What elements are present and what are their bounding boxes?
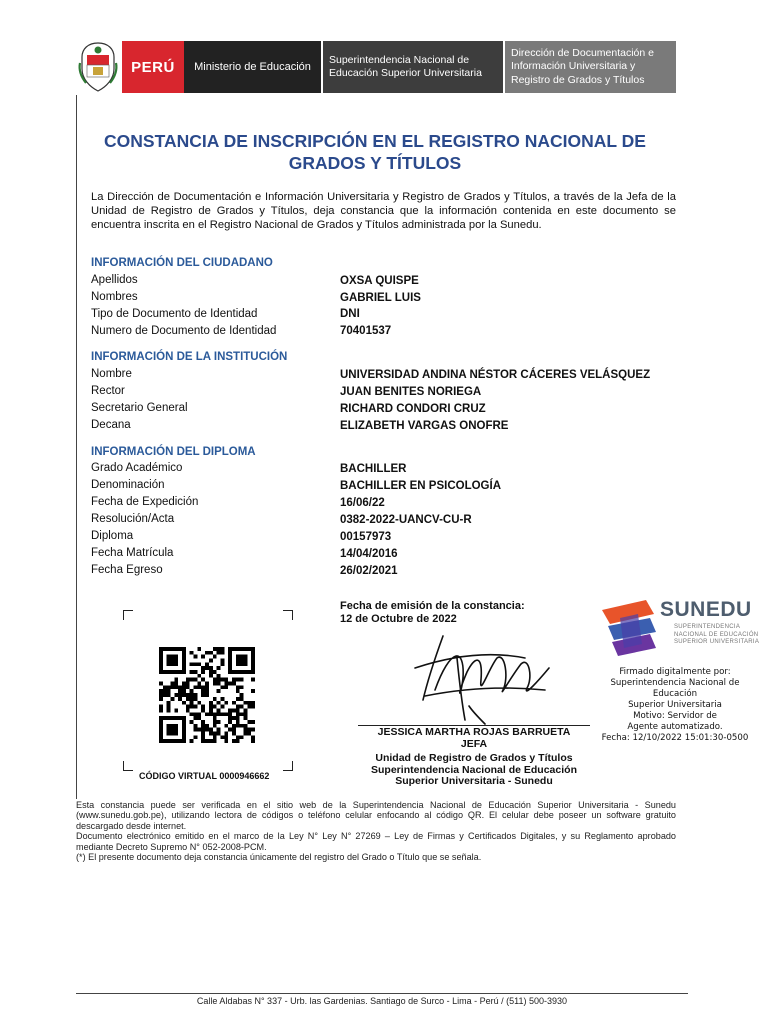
handwritten-signature <box>405 628 555 728</box>
digital-signature-line: Superintendencia Nacional de Educación <box>610 678 740 699</box>
field-value: ELIZABETH VARGAS ONOFRE <box>340 420 509 432</box>
field-label: Nombre <box>91 368 132 380</box>
field-label: Secretario General <box>91 402 188 414</box>
sunedu-subtitle-line: NACIONAL DE EDUCACIÓN <box>674 631 759 638</box>
field-label: Fecha de Expedición <box>91 496 199 508</box>
document-title: CONSTANCIA DE INSCRIPCIÓN EN EL REGISTRO NACIONAL DE GRADOS Y TÍTULOS <box>104 131 646 173</box>
footer-notes <box>76 800 676 862</box>
signer-org-line: Superior Universitaria - Sunedu <box>395 775 553 787</box>
left-margin-line <box>76 95 77 799</box>
qr-frame-corner <box>283 761 293 771</box>
footer-divider <box>76 993 688 994</box>
field-label: Decana <box>91 419 131 431</box>
peru-coat-of-arms-icon <box>76 41 120 93</box>
footer-legal-note: Documento electrónico emitido en el marco de la Ley N° Ley N° 27269 – Ley de Firmas y Certificados Digitales, y su Reglamento aprobado mediante Decreto Supremo N° 052-2008-PCM. <box>76 831 676 852</box>
field-value: BACHILLER EN PSICOLOGÍA <box>340 480 502 492</box>
qr-code-icon[interactable] <box>159 647 255 743</box>
section-heading-ciudadano: INFORMACIÓN DEL CIUDADANO <box>91 257 273 269</box>
signer-role: JEFA <box>460 737 488 750</box>
digital-signature-line: Fecha: 12/10/2022 15:01:30-0500 <box>601 733 749 743</box>
digital-signature-line: Motivo: Servidor de <box>633 711 717 721</box>
field-value: 00157973 <box>340 531 392 543</box>
field-value: UNIVERSIDAD ANDINA NÉSTOR CÁCERES VELÁSQUEZ <box>340 369 651 381</box>
field-label: Tipo de Documento de Identidad <box>91 308 258 320</box>
field-label: Rector <box>91 385 125 397</box>
digital-signature-block <box>592 667 758 744</box>
digital-signature-line: Agente automatizado. <box>627 722 723 732</box>
qr-frame-corner <box>283 610 293 620</box>
field-value: 26/02/2021 <box>340 565 398 577</box>
field-label: Nombres <box>91 291 138 303</box>
field-value: RICHARD CONDORI CRUZ <box>340 403 486 415</box>
field-label: Numero de Documento de Identidad <box>91 325 277 337</box>
field-label: Denominación <box>91 479 165 491</box>
field-label: Apellidos <box>91 274 138 286</box>
intro-paragraph: La Dirección de Documentación e Información Universitaria y Registro de Grados y Títulos, a través de la Jefa de la Unidad de Registro de Grados y Títulos, deja constancia que la información contenida en este documento se encuentra inscrita en el Registro Nacional de Grados y Títulos administrada por la Sunedu. <box>91 191 676 231</box>
signer-name-text: JESSICA MARTHA ROJAS BARRUETA <box>377 726 571 738</box>
field-value: 70401537 <box>340 325 392 337</box>
field-value: GABRIEL LUIS <box>340 292 421 304</box>
qr-frame-corner <box>123 761 133 771</box>
field-value: DNI <box>340 308 360 320</box>
field-value: 14/04/2016 <box>340 548 398 560</box>
field-value: 0382-2022-UANCV-CU-R <box>340 514 472 526</box>
digital-signature-line: Firmado digitalmente por: <box>619 667 731 677</box>
footer-disclaimer: (*) El presente documento deja constancia únicamente del registro del Grado o Título que se señala. <box>76 852 482 863</box>
emission-label: Fecha de emisión de la constancia: <box>340 600 525 612</box>
field-value: OXSA QUISPE <box>340 275 419 287</box>
footer-address: Calle Aldabas N° 337 - Urb. las Gardenias. Santiago de Surco - Lima - Perú / (511) 500-3930 <box>196 996 568 1006</box>
signer-org-line: Unidad de Registro de Grados y Títulos <box>375 752 573 764</box>
sunedu-brand: SUNEDU <box>660 598 752 621</box>
section-heading-diploma: INFORMACIÓN DEL DIPLOMA <box>91 446 256 458</box>
sunedu-subtitle <box>674 624 759 647</box>
section-heading-institucion: INFORMACIÓN DE LA INSTITUCIÓN <box>91 351 288 363</box>
direccion-label: Dirección de Documentación e Información Universitaria y Registro de Grados y Títulos <box>505 41 676 93</box>
sunedu-logo-icon <box>598 596 658 660</box>
field-label: Grado Académico <box>91 462 183 474</box>
field-label: Fecha Matrícula <box>91 547 174 559</box>
field-label: Fecha Egreso <box>91 564 163 576</box>
field-label: Resolución/Acta <box>91 513 175 525</box>
emission-value: 12 de Octubre de 2022 <box>340 613 457 625</box>
field-value: BACHILLER <box>340 463 407 475</box>
emission-date <box>340 600 525 626</box>
ministry-label: Ministerio de Educación <box>184 41 321 93</box>
signer-org-line: Superintendencia Nacional de Educación <box>371 763 577 776</box>
signer-organization <box>360 753 588 788</box>
superintendencia-label: Superintendencia Nacional de Educación Superior Universitaria <box>323 41 503 93</box>
qr-frame-corner <box>123 610 133 620</box>
sunedu-subtitle-line: SUPERINTENDENCIA <box>674 624 741 630</box>
field-value: 16/06/22 <box>340 497 385 509</box>
virtual-code-label: CÓDIGO VIRTUAL 0000946662 <box>139 771 270 781</box>
signer-name <box>360 727 588 750</box>
peru-label: PERÚ <box>122 41 184 93</box>
field-value: JUAN BENITES NORIEGA <box>340 386 482 398</box>
sunedu-subtitle-line: SUPERIOR UNIVERSITARIA <box>674 639 760 645</box>
footer-verification-note: Esta constancia puede ser verificada en el sitio web de la Superintendencia Nacional de Educación Superior Universitaria - Sunedu (www.sunedu.gob.pe), utilizando lectora de códigos o teléfono celular enfocando al código QR. El celular debe poseer un software gratuito descargado desde internet. <box>76 800 676 831</box>
field-label: Diploma <box>91 530 134 542</box>
digital-signature-line: Superior Universitaria <box>628 700 722 710</box>
